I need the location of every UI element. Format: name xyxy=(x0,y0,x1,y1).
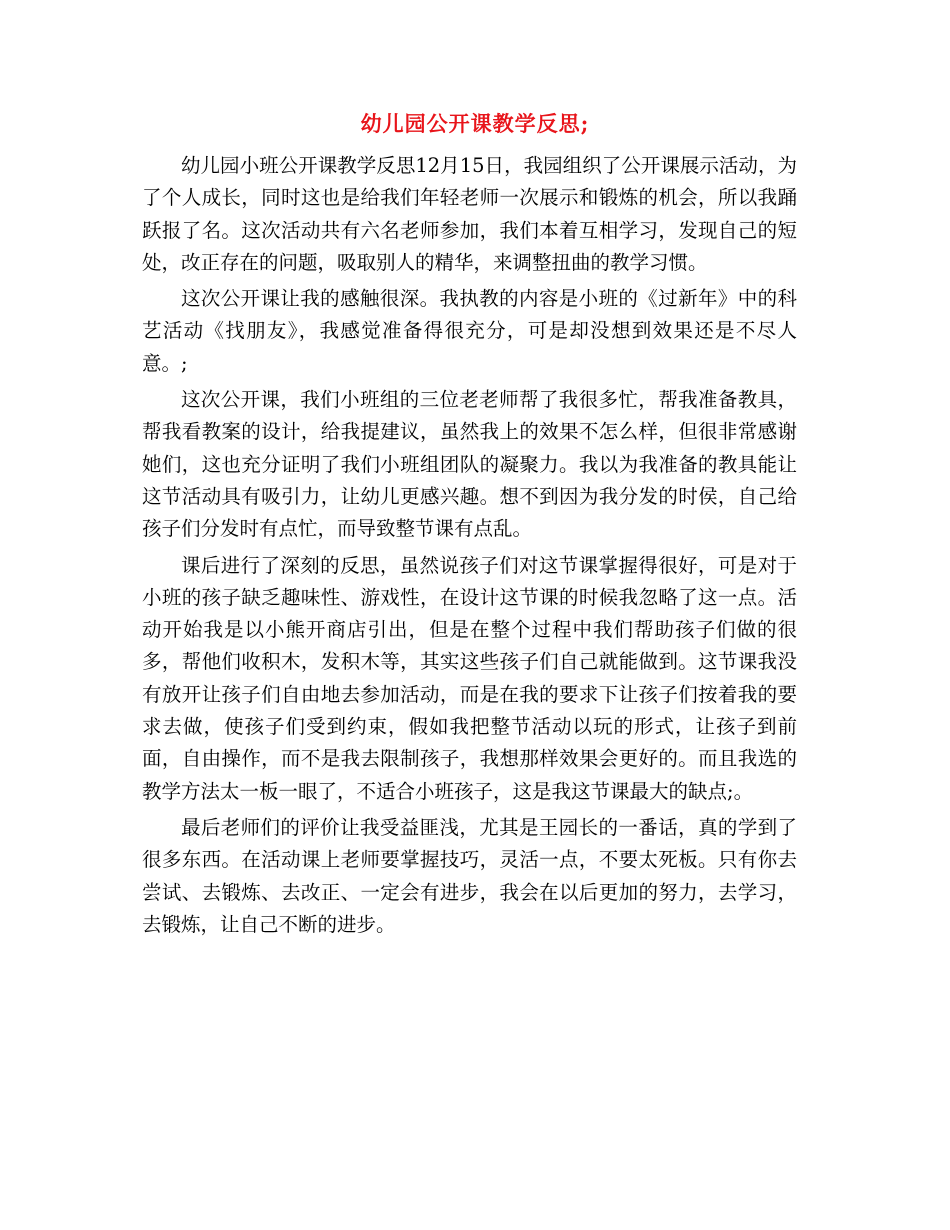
paragraph-4: 课后进行了深刻的反思，虽然说孩子们对这节课掌握得很好，可是对于小班的孩子缺乏趣味性、游戏性，在设计这节课的时候我忽略了这一点。活动开始我是以小熊开商店引出，但是在整个过程中我们帮助孩子们做的很多，帮他们收积木，发积木等，其实这些孩子们自己就能做到。这节课我没有放开让孩子们自由地去参加活动，而是在我的要求下让孩子们按着我的要求去做，使孩子们受到约束，假如我把整节活动以玩的形式，让孩子到前面，自由操作，而不是我去限制孩子，我想那样效果会更好的。而且我选的教学方法太一板一眼了，不适合小班孩子，这是我这节课最大的缺点;。 xyxy=(142,553,797,803)
paragraph-3: 这次公开课，我们小班组的三位老老师帮了我很多忙，帮我准备教具，帮我看教案的设计，给我提建议，虽然我上的效果不怎么样，但很非常感谢她们，这也充分证明了我们小班组团队的凝聚力。我以为我准备的教具能让这节活动具有吸引力，让幼儿更感兴趣。想不到因为我分发的时侯，自己给孩子们分发时有点忙，而导致整节课有点乱。 xyxy=(142,388,797,541)
paragraph-1: 幼儿园小班公开课教学反思12月15日，我园组织了公开课展示活动，为了个人成长，同时这也是给我们年轻老师一次展示和锻炼的机会，所以我踊跃报了名。这次活动共有六名老师参加，我们本着互相学习，发现自己的短处，改正存在的问题，吸取别人的精华，来调整扭曲的教学习惯。 xyxy=(142,154,797,274)
document-body xyxy=(142,150,797,945)
document-title: 幼儿园公开课教学反思; xyxy=(360,111,590,136)
paragraph-5: 最后老师们的评价让我受益匪浅，尤其是王园长的一番话，真的学到了很多东西。在活动课上老师要掌握技巧，灵活一点，不要太死板。只有你去尝试、去锻炼、去改正、一定会有进步，我会在以后更加的努力，去学习，去锻炼，让自己不断的进步。 xyxy=(142,815,797,936)
paragraph-2: 这次公开课让我的感触很深。我执教的内容是小班的《过新年》中的科艺活动《找朋友》，我感觉准备得很充分，可是却没想到效果还是不尽人意。; xyxy=(142,287,797,375)
